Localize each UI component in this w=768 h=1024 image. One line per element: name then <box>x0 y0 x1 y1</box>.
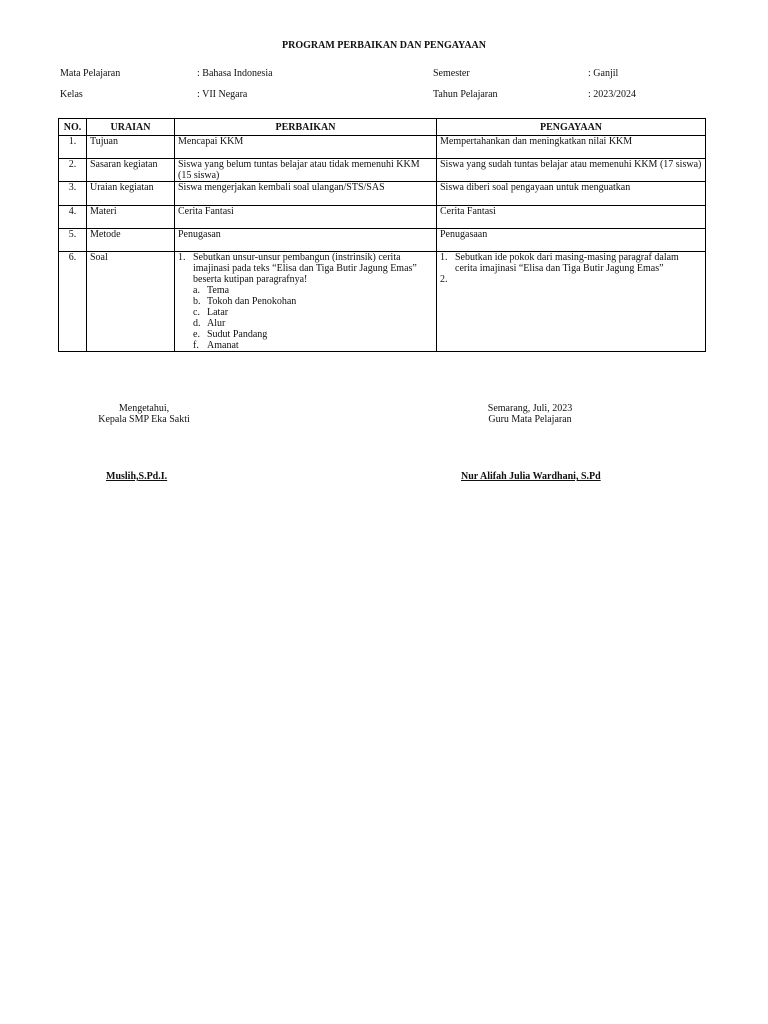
row-uraian: Uraian kegiatan <box>87 182 175 206</box>
list-item-text: Latar <box>207 307 229 318</box>
header-no: NO. <box>59 119 87 136</box>
row-perbaikan: Siswa mengerjakan kembali soal ulangan/STS/SAS <box>175 182 437 206</box>
row-perbaikan: Siswa yang belum tuntas belajar atau tidak memenuhi KKM (15 siswa) <box>175 159 437 182</box>
list-item <box>193 285 433 296</box>
list-item <box>193 340 433 351</box>
row-uraian: Metode <box>87 229 175 252</box>
subject-label: Mata Pelajaran <box>60 68 121 79</box>
list-item-text: Sudut Pandang <box>207 329 268 340</box>
year-label: Tahun Pelajaran <box>433 89 498 100</box>
table-row-soal <box>59 252 706 352</box>
document-title: PROGRAM PERBAIKAN DAN PENGAYAAN <box>282 40 486 51</box>
list-item <box>193 307 433 318</box>
row-perbaikan: Penugasan <box>175 229 437 252</box>
row-no: 3. <box>59 182 87 206</box>
row-pengayaan: Penugasaan <box>437 229 706 252</box>
list-marker: 1. <box>440 252 448 263</box>
row-uraian: Materi <box>87 206 175 229</box>
year-value: : 2023/2024 <box>588 89 637 100</box>
row-no: 5. <box>59 229 87 252</box>
row-no: 2. <box>59 159 87 182</box>
row-perbaikan: Mencapai KKM <box>175 136 437 159</box>
table-row <box>59 182 706 206</box>
row-pengayaan: Mempertahankan dan meningkatkan nilai KKM <box>437 136 706 159</box>
right-signature-line2: Guru Mata Pelajaran <box>488 414 572 425</box>
row-uraian: Soal <box>87 252 175 352</box>
perbaikan-question-list <box>178 252 433 351</box>
list-item <box>193 296 433 307</box>
table-row <box>59 136 706 159</box>
right-signature-line1: Semarang, Juli, 2023 <box>487 403 573 414</box>
row-pengayaan: Cerita Fantasi <box>437 206 706 229</box>
left-signature-line1: Mengetahui, <box>118 403 170 414</box>
pengayaan-question-list <box>440 252 702 285</box>
class-label: Kelas <box>60 89 83 100</box>
list-item <box>193 329 433 340</box>
left-signature-line2: Kepala SMP Eka Sakti <box>98 414 190 425</box>
list-item <box>193 318 433 329</box>
row-uraian: Sasaran kegiatan <box>87 159 175 182</box>
header-uraian: URAIAN <box>87 119 175 136</box>
semester-value: : Ganjil <box>588 68 619 79</box>
row-uraian: Tujuan <box>87 136 175 159</box>
table-row <box>59 159 706 182</box>
list-item <box>440 252 702 274</box>
list-item-text: Tema <box>207 285 230 296</box>
soal-pengayaan-cell <box>437 252 706 352</box>
subject-value: : Bahasa Indonesia <box>197 68 273 79</box>
list-item-text: Tokoh dan Penokohan <box>207 296 297 307</box>
list-item <box>440 274 702 285</box>
row-no: 1. <box>59 136 87 159</box>
class-value: : VII Negara <box>197 89 248 100</box>
list-item <box>178 252 433 351</box>
program-table <box>58 118 706 352</box>
row-perbaikan: Cerita Fantasi <box>175 206 437 229</box>
row-pengayaan: Siswa diberi soal pengayaan untuk menguatkan <box>437 182 706 206</box>
semester-label: Semester <box>433 68 470 79</box>
list-marker: e. <box>193 329 200 340</box>
table-row <box>59 229 706 252</box>
list-marker: c. <box>193 307 200 318</box>
left-signature-block <box>84 403 204 425</box>
header-perbaikan: PERBAIKAN <box>175 119 437 136</box>
perbaikan-sub-list <box>193 285 433 351</box>
left-signature-name: Muslih,S.Pd.I. <box>106 471 168 482</box>
table-header-row <box>59 119 706 136</box>
row-no: 6. <box>59 252 87 352</box>
list-marker: 1. <box>178 252 186 263</box>
perbaikan-question-text: Sebutkan unsur-unsur pembangun (instrinsik) cerita imajinasi pada teks “Elisa dan Tiga Butir Jagung Emas” beserta kutipan paragrafnya! <box>193 252 417 285</box>
row-pengayaan: Siswa yang sudah tuntas belajar atau memenuhi KKM (17 siswa) <box>437 159 706 182</box>
list-marker: 2. <box>440 274 448 285</box>
right-signature-name: Nur Alifah Julia Wardhani, S.Pd <box>461 471 601 482</box>
list-marker: a. <box>193 285 200 296</box>
list-marker: d. <box>193 318 201 329</box>
pengayaan-question-text: Sebutkan ide pokok dari masing-masing paragraf dalam cerita imajinasi “Elisa dan Tiga Butir Jagung Emas” <box>455 252 679 274</box>
list-item-text: Amanat <box>207 340 239 351</box>
row-no: 4. <box>59 206 87 229</box>
table-row <box>59 206 706 229</box>
right-signature-block <box>460 403 600 425</box>
list-marker: b. <box>193 296 201 307</box>
list-marker: f. <box>193 340 199 351</box>
header-pengayaan: PENGAYAAN <box>437 119 706 136</box>
list-item-text: Alur <box>207 318 226 329</box>
soal-perbaikan-cell <box>175 252 437 352</box>
